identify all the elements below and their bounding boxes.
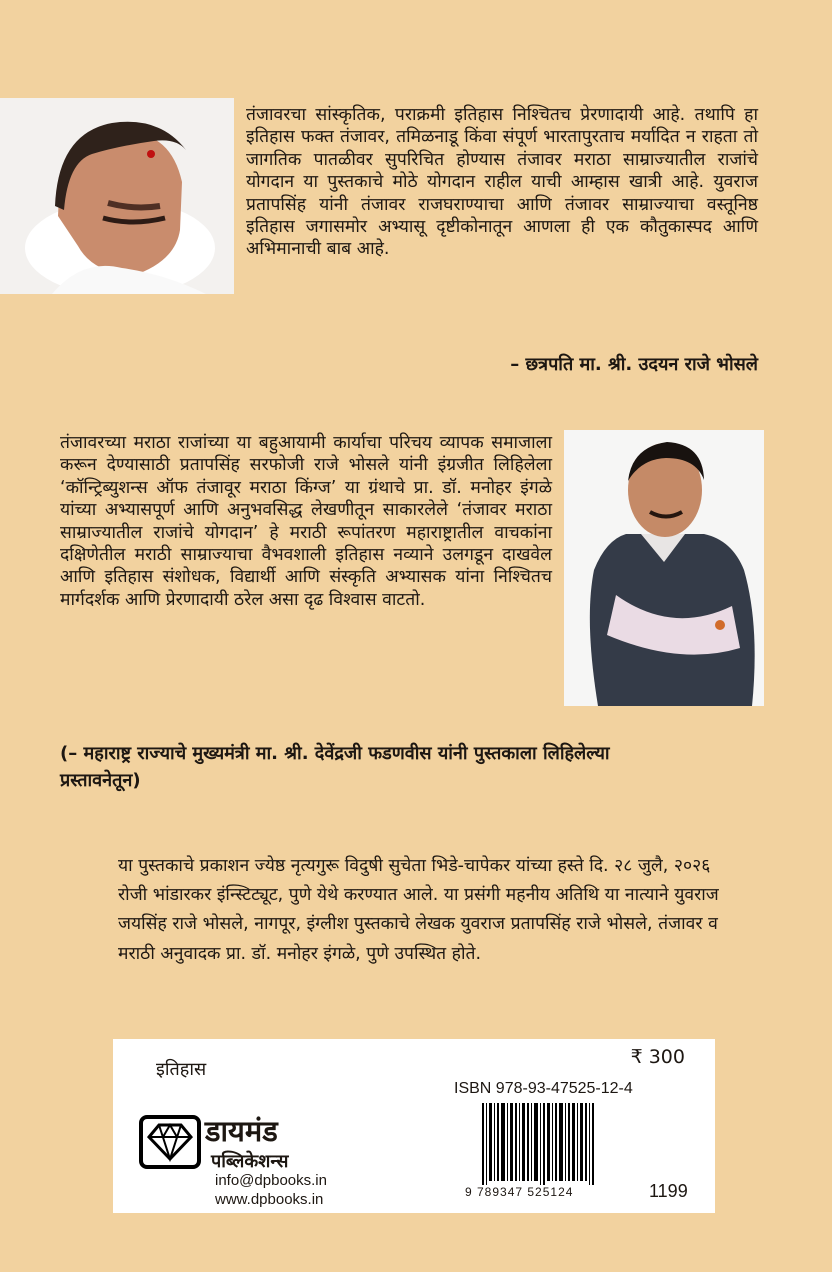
fadnavis-photo [564,430,764,706]
publisher-name: डायमंड [205,1114,278,1148]
catalog-code: 1199 [649,1181,688,1201]
barcode-icon [481,1103,599,1185]
back-cover-info-box [113,1039,715,1213]
quote-udayan-text: तंजावरचा सांस्कृतिक, पराक्रमी इतिहास निश्चितच प्रेरणादायी आहे. तथापि हा इतिहास फक्त तंजावर, तमिळनाडू किंवा संपूर्ण भारतापुरताच मर्यादित न राहता तो जागतिक पातळीवर सुपरिचित होण्यास तंजावर मराठा साम्राज्यातील राजांचे योगदान या पुस्तकाचे मोठे योगदान राहील याची आम्हास खात्री आहे. युवराज प्रतापसिंह यांनी तंजावर राजघराण्याचा आणि तंजावर साम्राज्याचा वस्तूनिष्ठ इतिहास जगासमोर अभ्यासू दृष्टीकोनातून आणला ही एक कौतुकास्पद आणि अभिमानाची बाब आहे. [246,105,758,260]
publication-note: या पुस्तकाचे प्रकाशन ज्येष्ठ नृत्यगुरू विदुषी सुचेता भिडे-चापेकर यांच्या हस्ते दि. २८ जुलै, २०२६ रोजी भांडारकर इंन्स्टिट्यूट, पुणे येथे करण्यात आले. या प्रसंगी महनीय अतिथि या नात्याने युवराज जयसिंह राजे भोसले, नागपूर, इंग्लीश पुस्तकाचे लेखक युवराज प्रतापसिंह राजे भोसले, तंजावर व मराठी अनुवादक प्रा. डॉ. मनोहर इंगळे, पुणे उपस्थित होते. [118,856,719,964]
genre-label: इतिहास [156,1059,207,1080]
quote-fadnavis-text: तंजावरच्या मराठा राजांच्या या बहुआयामी कार्याचा परिचय व्यापक समाजाला करून देण्यासाठी प्रतापसिंह सरफोजी राजे भोसले यांनी इंग्रजीत लिहिलेला ‘कॉन्ट्रिब्युशन्स ऑफ तंजावूर मराठा किंग्ज’ या ग्रंथाचे प्रा. डॉ. मनोहर इंगळे यांच्या अभ्यासपूर्ण आणि अनुभवसिद्ध लेखणीतून साकारलेले ‘तंजावर मराठा साम्राज्यातील राजांचे योगदान’ हे मराठी रूपांतरण महाराष्ट्रातील वाचकांना दक्षिणेतील मराठी साम्राज्याचा वैभवशाली इतिहास नव्याने उलगडून दाखवेल आणि इतिहास संशोधक, विद्यार्थी आणि संस्कृति अभ्यासक यांना निश्चितच मार्गदर्शक आणि प्रेरणादायी ठरेल असा दृढ विश्वास वाटतो. [60,433,552,610]
publisher-subtitle: पब्लिकेशन्स [211,1151,289,1172]
diamond-logo-icon [139,1115,201,1169]
quote-udayan-attribution: – छत्रपति मा. श्री. उदयन राजे भोसले [510,354,758,375]
publisher-website: www.dpbooks.in [215,1191,324,1208]
price-label: ₹ 300 [630,1046,685,1068]
udayan-raje-photo [0,98,234,294]
isbn-label: ISBN 978-93-47525-12-4 [454,1080,633,1097]
barcode-number: 9 789347 525124 [465,1185,574,1199]
quote-fadnavis-attribution: (– महाराष्ट्र राज्याचे मुख्यमंत्री मा. श्री. देवेंद्रजी फडणवीस यांनी पुस्तकाला लिहिलेल्या प्रस्तावनेतून) [60,743,610,791]
publisher-email: info@dpbooks.in [215,1172,327,1189]
